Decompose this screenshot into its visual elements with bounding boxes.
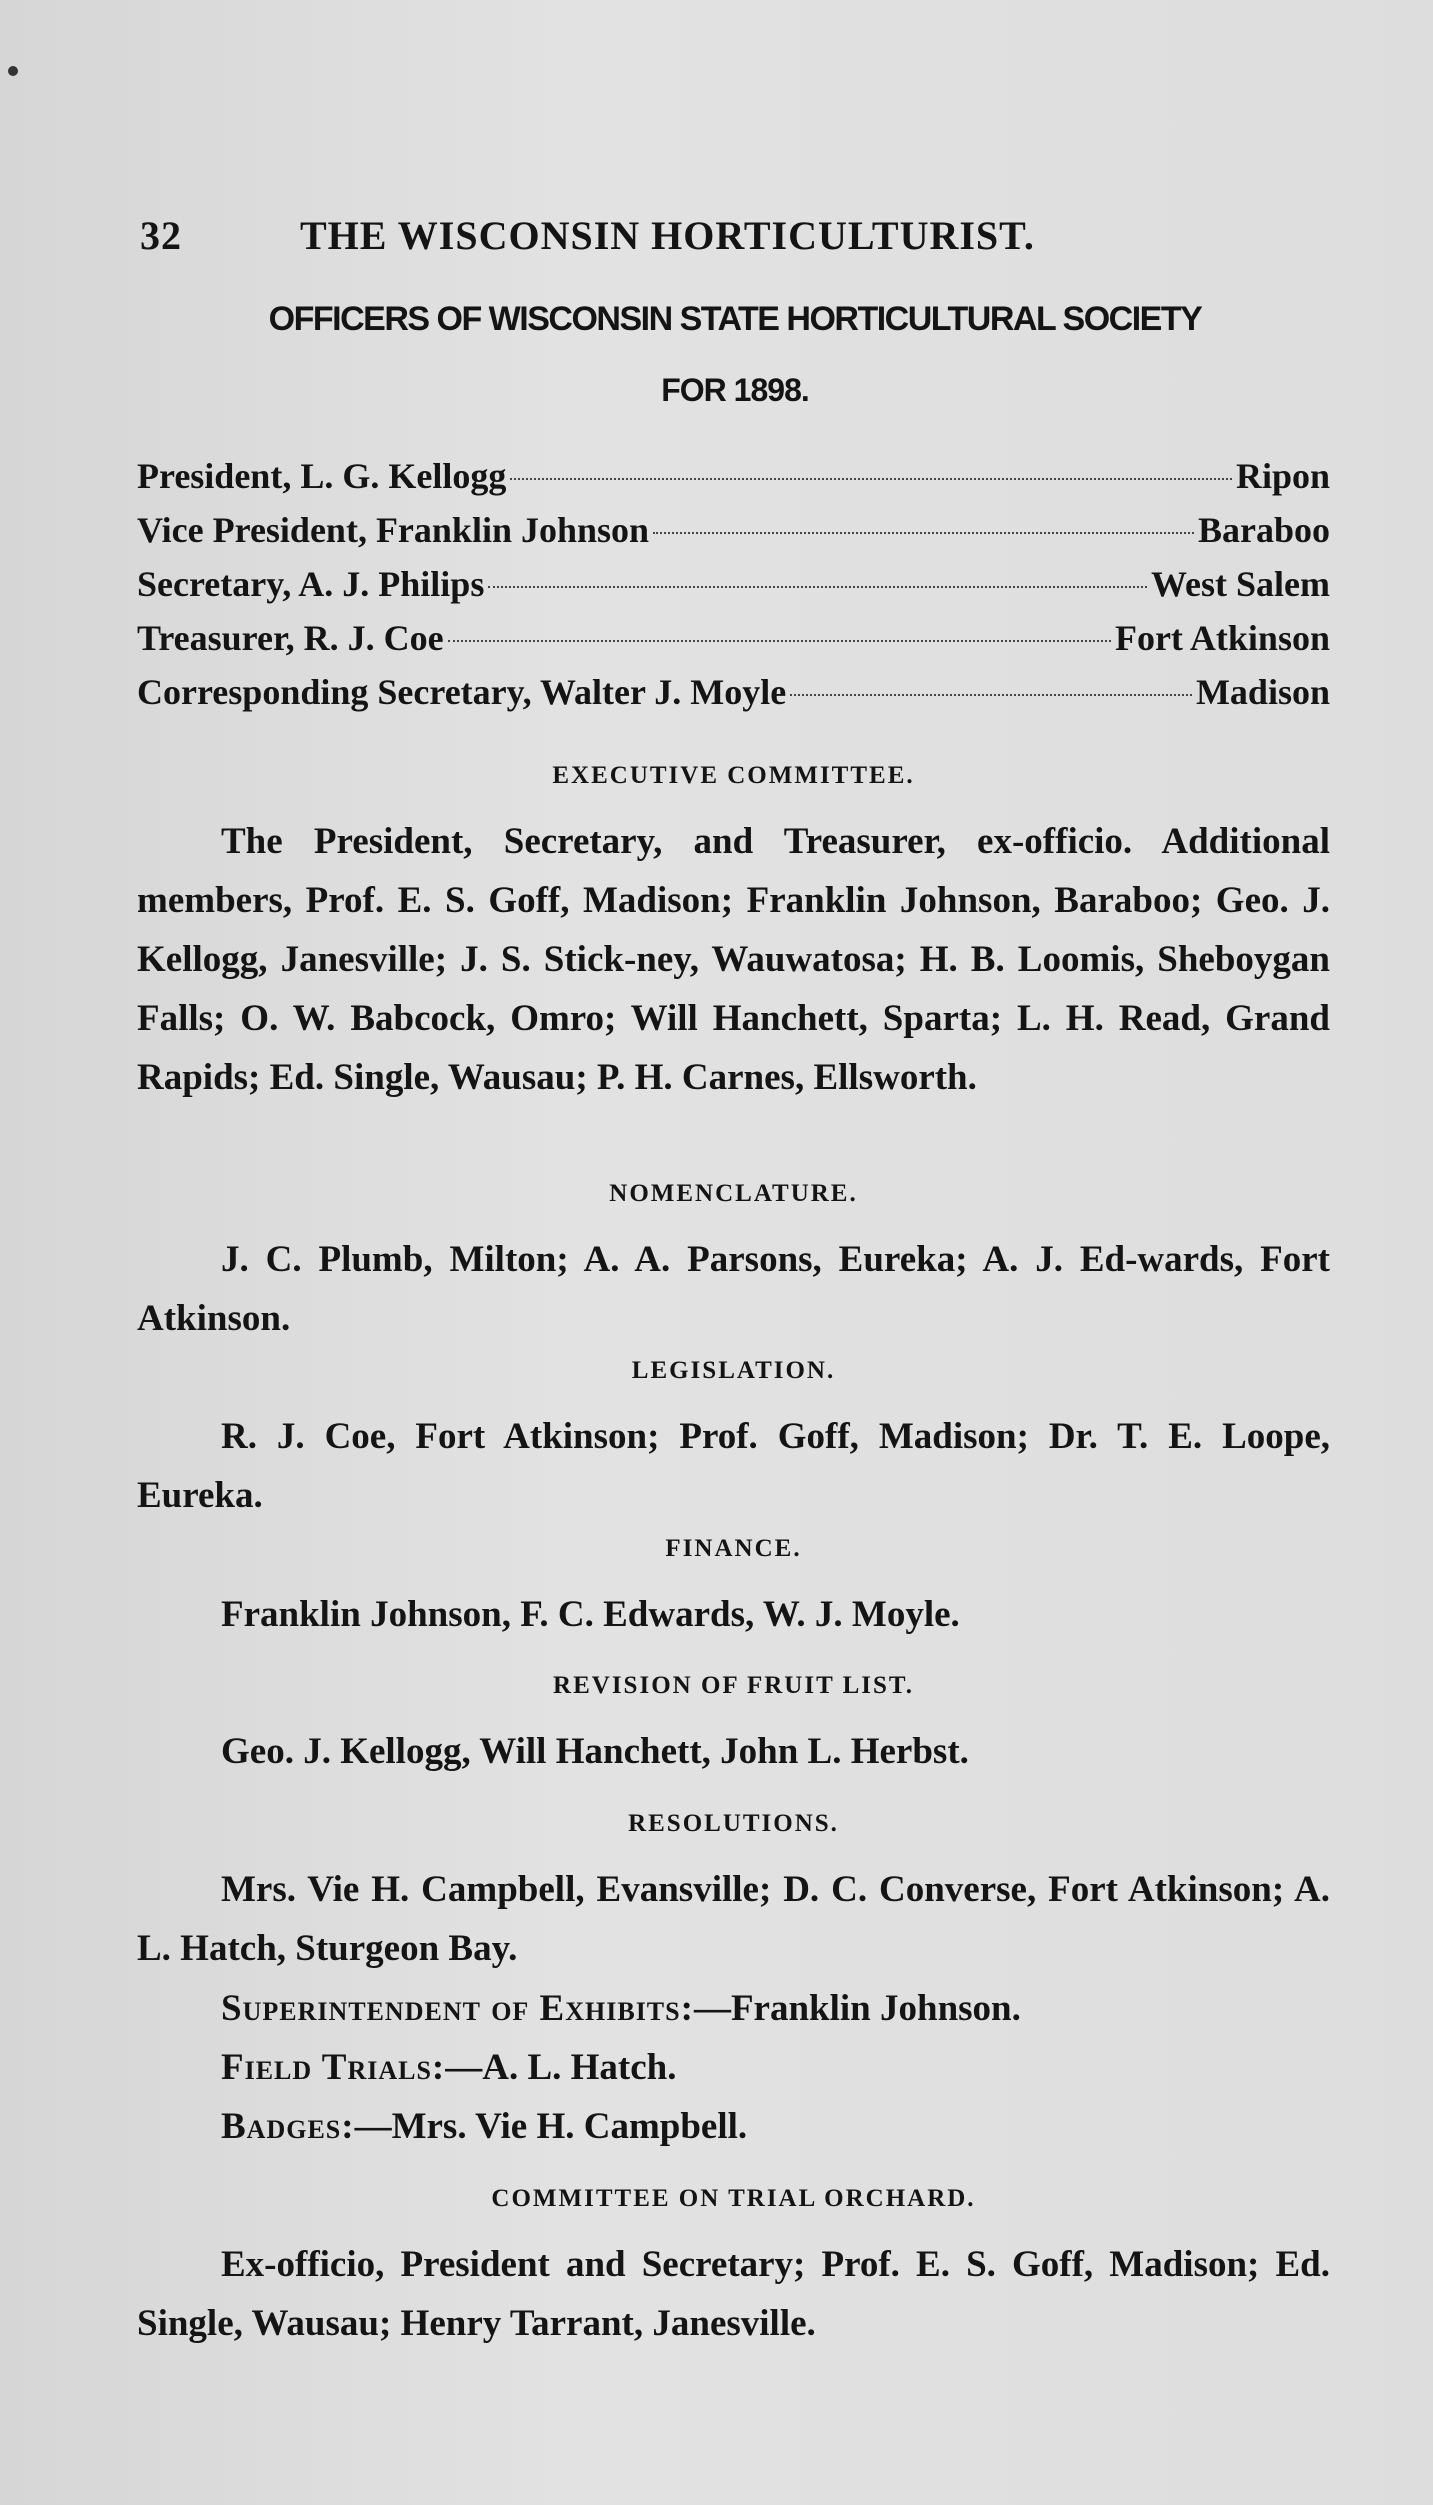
section-heading: RESOLUTIONS. — [628, 1810, 839, 1837]
badges-label: Badges: — [221, 2106, 355, 2147]
officer-row — [137, 455, 1330, 509]
officer-place: Baraboo — [1197, 510, 1330, 550]
section-heading: EXECUTIVE COMMITTEE. — [552, 762, 915, 789]
finance-committee — [137, 1535, 1330, 1644]
page-title: OFFICERS OF WISCONSIN STATE HORTICULTURAL SOCIETY — [268, 300, 1202, 338]
officer-place: Madison — [1195, 672, 1330, 712]
officer-name: Vice President, Franklin Johnson — [137, 510, 650, 550]
section-heading: LEGISLATION. — [631, 1357, 836, 1384]
officer-name: Corresponding Secretary, Walter J. Moyle — [137, 672, 787, 712]
appointments — [137, 1979, 1330, 2156]
section-text: Geo. J. Kellogg, Will Hanchett, John L. Herbst. — [221, 1731, 969, 1772]
section-text: Franklin Johnson, F. C. Edwards, W. J. Moyle. — [221, 1594, 960, 1635]
page-number: 32 — [140, 213, 182, 258]
section-text: The President, Secretary, and Treasurer, ex-officio. Additional members, Prof. E. S. Goff, Madison; Franklin Johnson, Baraboo; Geo. J. Kellogg, Janesville; J. S. Stick-ney, Wauwatosa; H. B. Loomis, Sheboygan Falls; O. W. Babcock, Omro; Will Hanchett, Sparta; L. H. Read, Grand Rapids; Ed. Single, Wausau; P. H. Carnes, Ellsworth. — [137, 821, 1330, 1098]
badges-line — [137, 2097, 1330, 2156]
field-trials-label: Field Trials: — [221, 2047, 446, 2088]
dot-leader — [653, 532, 1194, 534]
officer-name: Secretary, A. J. Philips — [137, 564, 485, 604]
page-subtitle: FOR 1898. — [661, 372, 809, 408]
dot-leader — [510, 478, 1232, 480]
running-header — [140, 212, 1140, 259]
officer-place: Ripon — [1235, 456, 1330, 496]
officer-place: West Salem — [1151, 564, 1330, 604]
exhibits-line — [137, 1979, 1330, 2038]
section-heading: FINANCE. — [665, 1535, 802, 1562]
officer-name: President, L. G. Kellogg — [137, 456, 507, 496]
officer-row — [137, 671, 1330, 725]
executive-committee — [137, 762, 1330, 1107]
section-heading: NOMENCLATURE. — [609, 1180, 858, 1207]
badges-value: —Mrs. Vie H. Campbell. — [354, 2106, 748, 2147]
section-heading: COMMITTEE ON TRIAL ORCHARD. — [491, 2185, 976, 2212]
exhibits-label: Superintendent of Exhibits: — [221, 1988, 694, 2029]
field-trials-value: —A. L. Hatch. — [445, 2047, 677, 2088]
resolutions-committee — [137, 1810, 1330, 1978]
section-text: J. C. Plumb, Milton; A. A. Parsons, Eureka; A. J. Ed-wards, Fort Atkinson. — [137, 1239, 1330, 1339]
legislation-committee — [137, 1357, 1330, 1525]
officer-row — [137, 509, 1330, 563]
officer-name: Treasurer, R. J. Coe — [137, 618, 444, 658]
section-text: R. J. Coe, Fort Atkinson; Prof. Goff, Madison; Dr. T. E. Loope, Eureka. — [137, 1416, 1330, 1516]
officer-place: Fort Atkinson — [1114, 618, 1330, 658]
officers-list — [137, 455, 1330, 725]
fruit-list-committee — [137, 1672, 1330, 1781]
field-trials-line — [137, 2038, 1330, 2097]
trial-orchard-committee — [137, 2185, 1330, 2353]
section-text: Mrs. Vie H. Campbell, Evansville; D. C. Converse, Fort Atkinson; A. L. Hatch, Sturgeon Bay. — [137, 1869, 1330, 1969]
ink-speck — [8, 66, 18, 76]
dot-leader — [488, 586, 1147, 588]
officer-row — [137, 563, 1330, 617]
section-text: Ex-officio, President and Secretary; Prof. E. S. Goff, Madison; Ed. Single, Wausau; Henry Tarrant, Janesville. — [137, 2244, 1330, 2344]
officer-row — [137, 617, 1330, 671]
section-heading: REVISION OF FRUIT LIST. — [553, 1672, 914, 1699]
dot-leader — [448, 640, 1111, 642]
exhibits-value: —Franklin Johnson. — [693, 1988, 1021, 2029]
running-title: THE WISCONSIN HORTICULTURIST. — [300, 213, 1035, 258]
nomenclature-committee — [137, 1180, 1330, 1348]
dot-leader — [790, 694, 1192, 696]
